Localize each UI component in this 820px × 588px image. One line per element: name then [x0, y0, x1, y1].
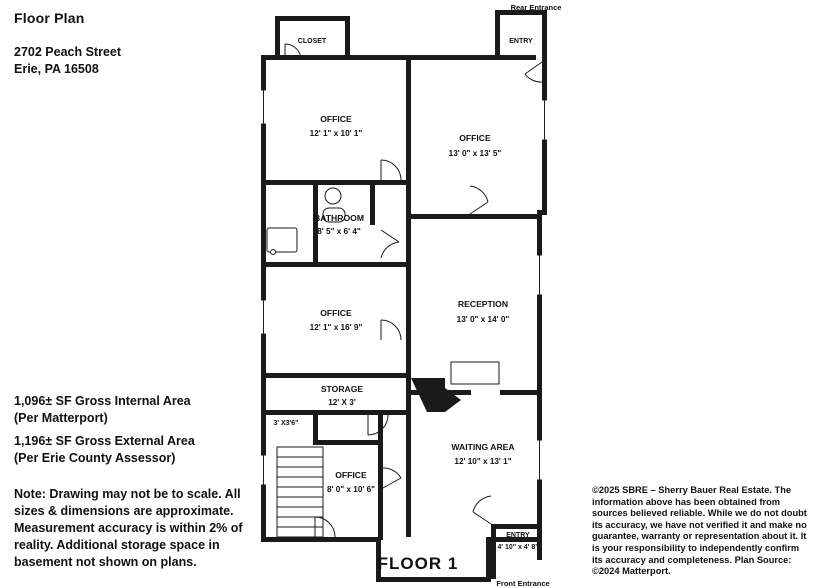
- room-dim-reception: 13' 0" x 14' 0": [456, 315, 510, 324]
- room-dim-waiting-area: 12' 10" x 13' 1": [454, 457, 512, 466]
- gross-internal-area-source: (Per Matterport): [14, 411, 108, 425]
- floor-label: FLOOR 1: [377, 554, 459, 573]
- drawing-note: Note: Drawing may not be to scale. All sizes & dimensions are approximate. Measurement accuracy is within 2% of reality. Additional storage space in basement not shown on plans.: [14, 487, 243, 569]
- front-entrance-label: Front Entrance: [496, 579, 550, 588]
- gross-external-area-source: (Per Erie County Assessor): [14, 451, 176, 465]
- room-label-entry-rear: ENTRY: [509, 38, 533, 45]
- room-dim-office-lower: 8' 0" x 10' 6": [326, 485, 376, 494]
- floor-plan-drawing: [255, 0, 605, 588]
- page-title: Floor Plan: [14, 10, 85, 26]
- room-dim-office-right: 13' 0" x 13' 5": [448, 149, 502, 158]
- room-dim-small-closet: 3' X3'6": [273, 420, 299, 427]
- rear-entrance-label: Rear Entrance: [510, 3, 562, 12]
- room-label-office-top: OFFICE: [320, 114, 352, 124]
- room-label-storage: STORAGE: [320, 384, 364, 394]
- room-dim-office-top: 12' 1" x 10' 1": [309, 129, 363, 138]
- room-dim-bathroom: 8' 5" x 6' 4": [317, 227, 361, 236]
- room-dim-storage: 12' X 3': [328, 398, 356, 407]
- property-address: [14, 44, 121, 78]
- gross-internal-area-value: 1,096± SF Gross Internal Area: [14, 394, 191, 408]
- room-label-entry-front: ENTRY: [506, 532, 530, 539]
- room-label-office-lower: OFFICE: [335, 470, 367, 480]
- room-label-office-mid: OFFICE: [320, 308, 352, 318]
- room-label-closet: CLOSET: [297, 38, 327, 45]
- room-dim-office-mid: 12' 1" x 16' 9": [309, 323, 363, 332]
- address-line-1: 2702 Peach Street: [14, 45, 122, 59]
- room-label-office-right: OFFICE: [459, 133, 491, 143]
- room-label-bathroom: BATHROOM: [314, 213, 364, 223]
- room-label-waiting-area: WAITING AREA: [451, 442, 515, 452]
- gross-external-area-value: 1,196± SF Gross External Area: [14, 434, 195, 448]
- room-label-reception: RECEPTION: [457, 299, 509, 309]
- copyright-disclaimer: ©2025 SBRE – Sherry Bauer Real Estate. The information above has been obtained from sources believed reliable. While we do not doubt its accuracy, we have not verified it and make no guarantee, warranty or representation about it. It is your responsibility to independently confirm its accuracy and completeness. Plan Source: ©2024 Matterport.: [592, 485, 807, 577]
- gross-external-area: [14, 433, 195, 467]
- room-dim-entry-front: 4' 10" x 4' 8": [497, 544, 539, 551]
- gross-internal-area: [14, 393, 191, 427]
- address-line-2: Erie, PA 16508: [14, 62, 99, 76]
